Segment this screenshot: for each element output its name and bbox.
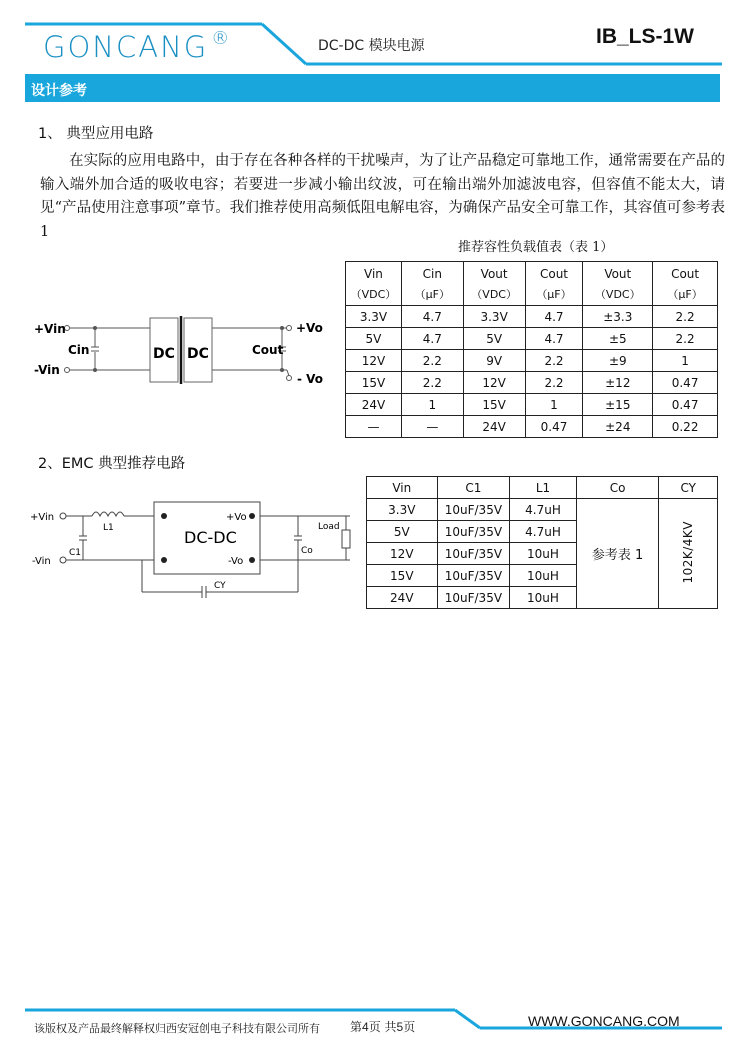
- c1-label: C1: [69, 548, 82, 558]
- table-cell: 3.3V: [367, 499, 438, 521]
- model-number: IB_LS-1W: [596, 25, 695, 48]
- load-label: Load: [318, 522, 340, 532]
- cy-label: CY: [214, 581, 226, 591]
- table-cell: 24V: [346, 394, 402, 416]
- cy-merged-cell: [659, 499, 718, 609]
- table-cell: —: [401, 416, 463, 438]
- table-cell: 2.2: [525, 372, 583, 394]
- emc-vin-minus-label: -Vin: [32, 556, 51, 567]
- header-cell: Vin: [346, 262, 402, 284]
- table-cell: 0.47: [653, 372, 718, 394]
- unit-cell: （μF）: [653, 284, 718, 306]
- table-cell: 10uF/35V: [437, 587, 510, 609]
- table-cell: 15V: [346, 372, 402, 394]
- table-cell: 4.7uH: [510, 499, 577, 521]
- section1-paragraph: 在实际的应用电路中，由于存在各种各样的干扰噪声，为了让产品稳定可靠地工作，通常需要在产品的输入端外加合适的吸收电容；若要进一步减小输出纹波，可在输出端外加滤波电容，但容值不能太大，请见“产品使用注意事项”章节。我们推荐使用高频低阻电解电容，为确保产品安全可靠工作，其容值可参考表 1: [40, 153, 725, 240]
- table-cell: ±3.3: [583, 306, 653, 328]
- module-label: DC-DC: [184, 528, 237, 547]
- cin-label: Cin: [68, 343, 90, 357]
- table-cell: 5V: [367, 521, 438, 543]
- table-cell: 24V: [367, 587, 438, 609]
- table-cell: 10uF/35V: [437, 565, 510, 587]
- table-cell: 2.2: [401, 350, 463, 372]
- table-cell: 3.3V: [463, 306, 525, 328]
- table-cell: 12V: [463, 372, 525, 394]
- table-cell: 2.2: [525, 350, 583, 372]
- emc-component-table: [366, 476, 718, 609]
- header-cell: L1: [510, 477, 577, 499]
- table-row: [346, 372, 718, 394]
- table-cell: 4.7: [401, 306, 463, 328]
- table-cell: 15V: [367, 565, 438, 587]
- cy-value: 102K/4KV: [681, 520, 696, 584]
- typical-circuit-diagram: [32, 312, 342, 412]
- page-header: [0, 0, 750, 70]
- doc-type: DC-DC 模块电源: [318, 38, 425, 54]
- capacitive-load-table: [345, 261, 718, 438]
- co-label: Co: [301, 546, 313, 556]
- emc-vo-plus-label: +Vo: [226, 512, 247, 523]
- header-cell: Vin: [367, 477, 438, 499]
- table-unit-row: [346, 284, 718, 306]
- section2-heading: 2、EMC 典型推荐电路: [38, 456, 186, 472]
- header-cell: Co: [576, 477, 659, 499]
- table-row: [367, 499, 718, 521]
- unit-cell: （VDC）: [346, 284, 402, 306]
- section1-heading: 1、 典型应用电路: [38, 126, 154, 142]
- website-link[interactable]: WWW.GONCANG.COM: [528, 1013, 680, 1029]
- emc-circuit-diagram: [30, 496, 360, 606]
- table-cell: 1: [525, 394, 583, 416]
- l1-label: L1: [103, 523, 114, 533]
- table-cell: 1: [401, 394, 463, 416]
- table-row: [346, 328, 718, 350]
- header-cell: C1: [437, 477, 510, 499]
- table-cell: 0.47: [525, 416, 583, 438]
- cout-label: Cout: [252, 343, 284, 357]
- table-cell: 12V: [367, 543, 438, 565]
- table-cell: 15V: [463, 394, 525, 416]
- table-cell: 1: [653, 350, 718, 372]
- vo-plus-label: +Vo: [296, 321, 323, 335]
- section-title: 设计参考: [31, 83, 87, 99]
- table-row: [346, 416, 718, 438]
- table1-caption: 推荐容性负载值表（表 1）: [458, 240, 614, 255]
- table-cell: 10uF/35V: [437, 543, 510, 565]
- header-cell: Cin: [401, 262, 463, 284]
- table-cell: 2.2: [653, 306, 718, 328]
- table-cell: 4.7: [525, 306, 583, 328]
- table-row: [346, 350, 718, 372]
- copyright-text: 该版权及产品最终解释权归西安冠创电子科技有限公司所有: [34, 1022, 320, 1035]
- page-number: 第4页 共5页: [350, 1020, 416, 1034]
- vo-minus-label: - Vo: [297, 372, 324, 386]
- table-cell: ±15: [583, 394, 653, 416]
- unit-cell: （VDC）: [463, 284, 525, 306]
- table-cell: ±5: [583, 328, 653, 350]
- co-merged-cell: 参考表 1: [576, 499, 659, 609]
- table-cell: 2.2: [653, 328, 718, 350]
- header-cell: Cout: [653, 262, 718, 284]
- table-cell: 4.7uH: [510, 521, 577, 543]
- table-cell: 3.3V: [346, 306, 402, 328]
- table-cell: —: [346, 416, 402, 438]
- table-cell: ±9: [583, 350, 653, 372]
- table-cell: 10uH: [510, 565, 577, 587]
- table-cell: 10uF/35V: [437, 521, 510, 543]
- table-cell: 2.2: [401, 372, 463, 394]
- company-logo: GONCANG ®: [43, 28, 232, 64]
- dc-right-label: DC: [187, 346, 209, 362]
- section-title-bar: [25, 74, 720, 102]
- table-cell: 4.7: [525, 328, 583, 350]
- table-cell: 9V: [463, 350, 525, 372]
- table-cell: 12V: [346, 350, 402, 372]
- table-cell: 10uH: [510, 587, 577, 609]
- table-cell: 0.47: [653, 394, 718, 416]
- unit-cell: （μF）: [525, 284, 583, 306]
- table-cell: ±12: [583, 372, 653, 394]
- header-cell: Cout: [525, 262, 583, 284]
- header-cell: Vout: [463, 262, 525, 284]
- emc-vin-plus-label: +Vin: [30, 512, 55, 523]
- table-cell: 10uF/35V: [437, 499, 510, 521]
- table-cell: 5V: [463, 328, 525, 350]
- table-row: [346, 306, 718, 328]
- table-cell: 5V: [346, 328, 402, 350]
- vin-plus-label: +Vin: [34, 322, 66, 336]
- table-row: [346, 394, 718, 416]
- vin-minus-label: -Vin: [34, 363, 60, 377]
- table-cell: 4.7: [401, 328, 463, 350]
- header-cell: CY: [659, 477, 718, 499]
- table-header-row: [346, 262, 718, 284]
- table-cell: 10uH: [510, 543, 577, 565]
- header-cell: Vout: [583, 262, 653, 284]
- table-cell: 0.22: [653, 416, 718, 438]
- table-header-row: [367, 477, 718, 499]
- dc-left-label: DC: [153, 346, 175, 362]
- unit-cell: （μF）: [401, 284, 463, 306]
- unit-cell: （VDC）: [583, 284, 653, 306]
- table-cell: 24V: [463, 416, 525, 438]
- emc-vo-minus-label: -Vo: [228, 556, 244, 567]
- table-cell: ±24: [583, 416, 653, 438]
